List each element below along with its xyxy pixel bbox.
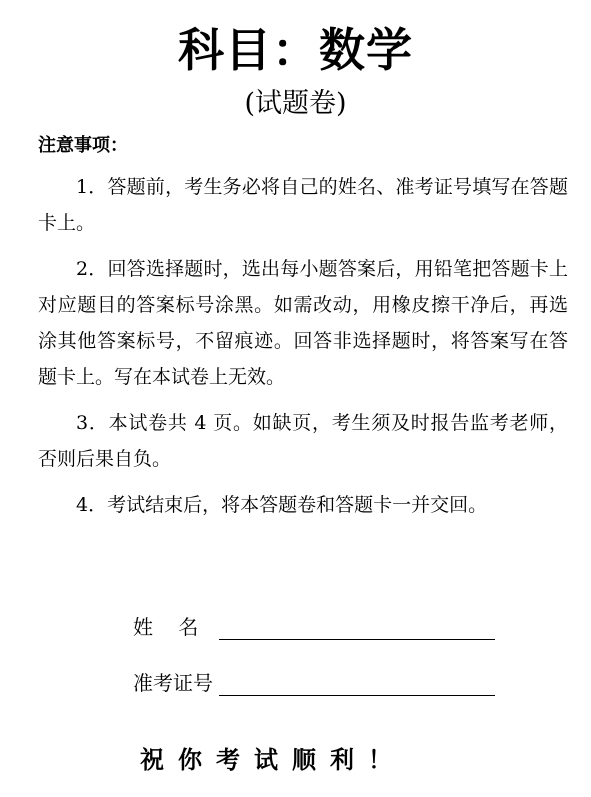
notice-item-4: 4．考试结束后，将本答题卷和答题卡一并交回。 [76, 494, 488, 516]
name-field-row [133, 612, 503, 640]
notice-list [38, 169, 568, 523]
notice-heading: 注意事项： [38, 135, 128, 156]
name-field-line[interactable] [219, 615, 495, 640]
name-field-label: 姓 名 [133, 615, 199, 639]
exam-id-field-row [133, 668, 503, 696]
page-title: 科目：数学 [178, 23, 413, 77]
page-subtitle: (试题卷) [244, 88, 347, 119]
exam-id-field-label: 准考证号 [133, 671, 213, 695]
footer-wish: 祝你考试顺利！ [140, 746, 406, 774]
notice-item-1: 1．答题前，考生务必将自己的姓名、准考证号填写在答题卡上。 [38, 176, 568, 234]
exam-id-field-line[interactable] [219, 671, 495, 696]
notice-item-2: 2．回答选择题时，选出每小题答案后，用铅笔把答题卡上对应题目的答案标号涂黑。如需改动，用橡皮擦干净后，再选涂其他答案标号，不留痕迹。回答非选择题时，将答案写在答题卡上。写在本试卷上无效。 [38, 258, 568, 388]
notice-item-3: 3．本试卷共 4 页。如缺页，考生须及时报告监考老师，否则后果自负。 [38, 412, 568, 470]
candidate-info-fields [133, 612, 503, 724]
